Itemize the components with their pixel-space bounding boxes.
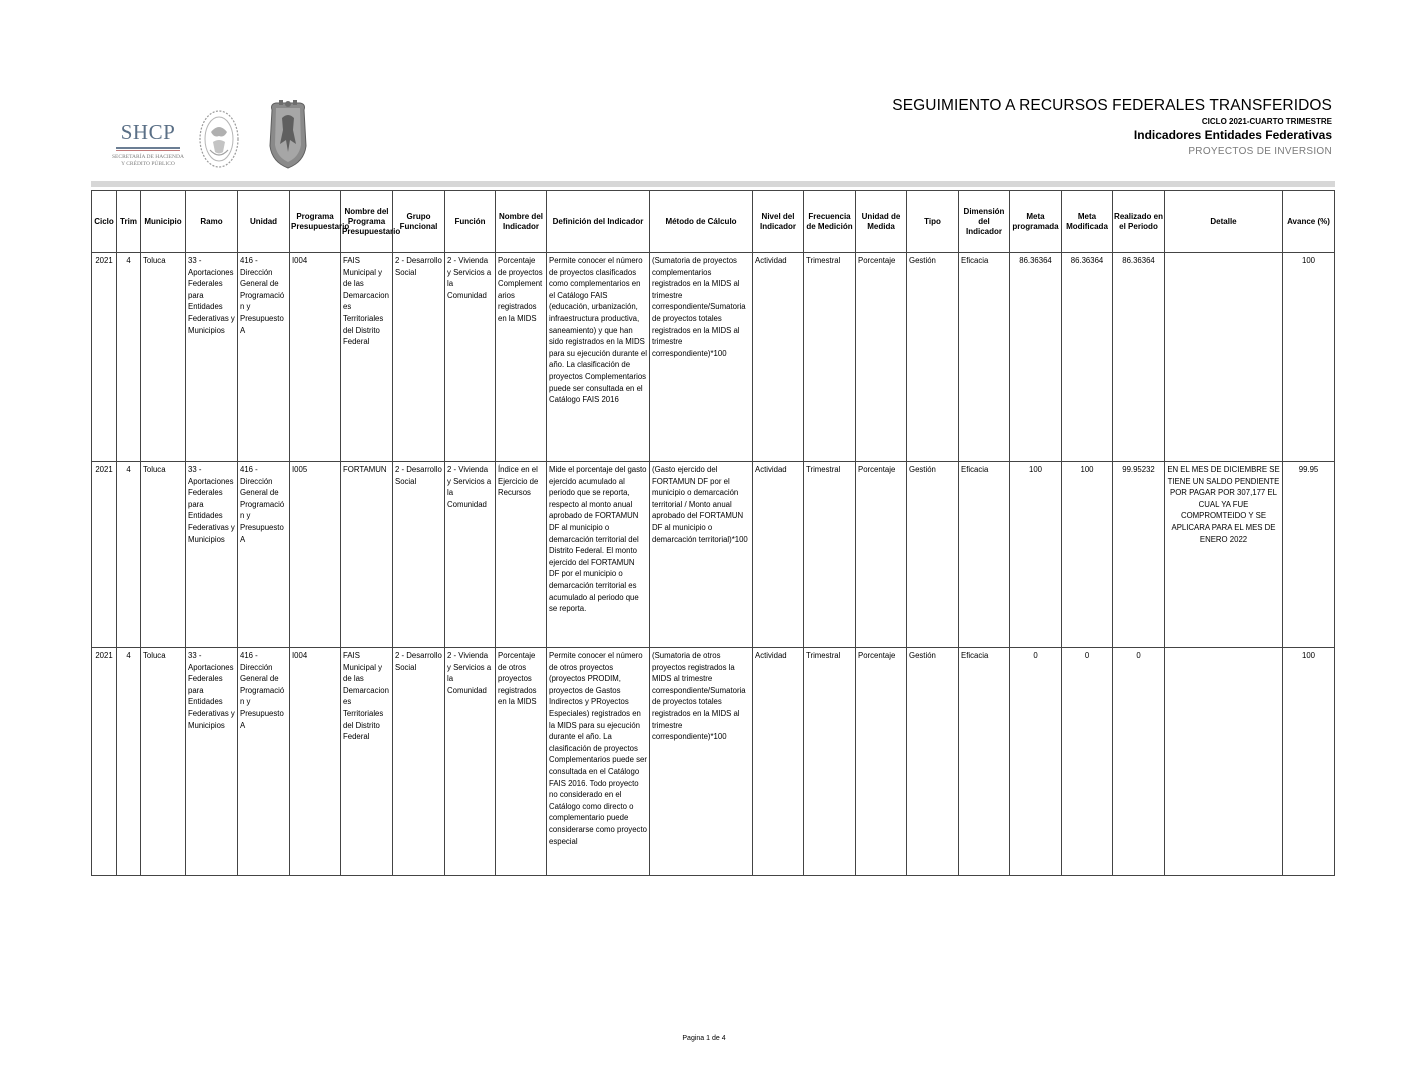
cell-avance: 100 (1283, 253, 1335, 462)
cell-tipo: Gestión (907, 253, 959, 462)
cell-detalle: EN EL MES DE DICIEMBRE SE TIENE UN SALDO PENDIENTE POR PAGAR POR 307,177 EL CUAL YA FUE COMPROMTEIDO Y SE APLICARA PARA EL MES DE ENERO 2022 (1165, 462, 1283, 648)
cell-frecuencia: Trimestral (804, 253, 856, 462)
cell-grupo: 2 - Desarrollo Social (393, 648, 445, 876)
cell-nombre-indicador: Porcentaje de otros proyectos registrados en la MIDS (496, 648, 547, 876)
cell-dimension: Eficacia (959, 253, 1010, 462)
cell-ciclo: 2021 (92, 253, 117, 462)
page-number: Pagina 1 de 4 (682, 1035, 726, 1042)
cell-realizado: 99.95232 (1113, 462, 1165, 648)
col-header-municipio: Municipio (141, 191, 186, 253)
cell-nombre-programa: FORTAMUN (341, 462, 393, 648)
col-header-ramo: Ramo (186, 191, 238, 253)
state-crest-icon (266, 100, 310, 175)
table-header-row (92, 191, 1335, 253)
cell-ramo: 33 - Aportaciones Federales para Entidades Federativas y Municipios (186, 462, 238, 648)
cell-ramo: 33 - Aportaciones Federales para Entidades Federativas y Municipios (186, 253, 238, 462)
cell-nivel: Actividad (753, 253, 804, 462)
cell-meta-modificada: 86.36364 (1062, 253, 1113, 462)
cell-nombre-programa: FAIS Municipal y de las Demarcaciones Territoriales del Distrito Federal (341, 253, 393, 462)
col-header-realizado: Realizado en el Periodo (1113, 191, 1165, 253)
col-header-meta-modificada: Meta Modificada (1062, 191, 1113, 253)
cell-realizado: 0 (1113, 648, 1165, 876)
col-header-unidad-medida: Unidad de Medida (856, 191, 907, 253)
cell-municipio: Toluca (141, 648, 186, 876)
report-cycle: CICLO 2021-CUARTO TRIMESTRE (1201, 117, 1332, 126)
indicators-table (91, 190, 1335, 876)
col-header-metodo: Método de Cálculo (650, 191, 753, 253)
cell-avance: 99.95 (1283, 462, 1335, 648)
col-header-tipo: Tipo (907, 191, 959, 253)
cell-ciclo: 2021 (92, 648, 117, 876)
cell-dimension: Eficacia (959, 648, 1010, 876)
cell-metodo: (Gasto ejercido del FORTAMUN DF por el municipio o demarcación territorial / Monto anual aprobado del FORTAMUN DF al municipio o demarcación territorial)*100 (650, 462, 753, 648)
shcp-divider (116, 147, 180, 149)
cell-detalle (1165, 648, 1283, 876)
cell-unidad: 416 - Dirección General de Programación y Presupuesto A (238, 253, 290, 462)
cell-municipio: Toluca (141, 462, 186, 648)
report-title: SEGUIMIENTO A RECURSOS FEDERALES TRANSFERIDOS (892, 97, 1332, 114)
col-header-grupo: Grupo Funcional (393, 191, 445, 253)
col-header-unidad: Unidad (238, 191, 290, 253)
cell-unidad: 416 - Dirección General de Programación y Presupuesto A (238, 462, 290, 648)
cell-municipio: Toluca (141, 253, 186, 462)
col-header-ciclo: Ciclo (92, 191, 117, 253)
col-header-funcion: Función (445, 191, 496, 253)
national-seal-icon (198, 108, 240, 175)
cell-nivel: Actividad (753, 648, 804, 876)
cell-metodo: (Sumatoria de proyectos complementarios registrados en la MIDS al trimestre correspondiente/Sumatoria de proyectos totales registrados en la MIDS al trimestre correspondiente)*100 (650, 253, 753, 462)
cell-meta-modificada: 100 (1062, 462, 1113, 648)
col-header-dimension: Dimensión del Indicador (959, 191, 1010, 253)
col-header-programa: Programa Presupuestario (290, 191, 341, 253)
shcp-subtitle-2: Y CRÉDITO PÚBLICO (121, 161, 175, 167)
report-header (892, 96, 1332, 159)
cell-nombre-indicador: Porcentaje de proyectos Complementarios registrados en la MIDS (496, 253, 547, 462)
cell-nombre-indicador: Índice en el Ejercicio de Recursos (496, 462, 547, 648)
cell-meta-programada: 0 (1010, 648, 1062, 876)
report-indicators-title: Indicadores Entidades Federativas (1133, 128, 1332, 142)
cell-programa: I004 (290, 648, 341, 876)
col-header-avance: Avance (%) (1283, 191, 1335, 253)
cell-unidad-medida: Porcentaje (856, 648, 907, 876)
table-row (92, 648, 1335, 876)
col-header-frecuencia: Frecuencia de Medición (804, 191, 856, 253)
cell-funcion: 2 - Vivienda y Servicios a la Comunidad (445, 253, 496, 462)
col-header-nombre-programa: Nombre del Programa Presupuestario (341, 191, 393, 253)
cell-programa: I005 (290, 462, 341, 648)
col-header-nombre-indicador: Nombre del Indicador (496, 191, 547, 253)
cell-trim: 4 (117, 648, 141, 876)
cell-frecuencia: Trimestral (804, 648, 856, 876)
cell-grupo: 2 - Desarrollo Social (393, 462, 445, 648)
shcp-wordmark: SHCP (120, 120, 176, 144)
cell-tipo: Gestión (907, 648, 959, 876)
cell-meta-programada: 86.36364 (1010, 253, 1062, 462)
table-row (92, 253, 1335, 462)
table-row (92, 462, 1335, 648)
col-header-trim: Trim (117, 191, 141, 253)
shcp-divider-accent (116, 150, 180, 151)
report-projects-subtitle: PROYECTOS DE INVERSION (1188, 146, 1332, 157)
cell-ramo: 33 - Aportaciones Federales para Entidades Federativas y Municipios (186, 648, 238, 876)
cell-realizado: 86.36364 (1113, 253, 1165, 462)
cell-detalle (1165, 253, 1283, 462)
cell-unidad-medida: Porcentaje (856, 462, 907, 648)
cell-frecuencia: Trimestral (804, 462, 856, 648)
cell-metodo: (Sumatoria de otros proyectos registrados la MIDS al trimestre correspondiente/Sumatoria de proyectos totales registrados en la MIDS al trimestre correspondiente)*100 (650, 648, 753, 876)
cell-definicion: Permite conocer el número de otros proyectos (proyectos PRODIM, proyectos de Gastos Indirectos y PRoyectos Especiales) registrados en la MIDS para su ejecución durante el año. La clasificación de proyectos Complementarios puede ser consultada en el Catálogo FAIS 2016. Todo proyecto no considerado en el Catálogo como directo o complementario puede considerarse como proyecto especial (547, 648, 650, 876)
col-header-meta-programada: Meta programada (1010, 191, 1062, 253)
shcp-logo (112, 120, 184, 168)
cell-meta-modificada: 0 (1062, 648, 1113, 876)
cell-funcion: 2 - Vivienda y Servicios a la Comunidad (445, 648, 496, 876)
cell-funcion: 2 - Vivienda y Servicios a la Comunidad (445, 462, 496, 648)
cell-dimension: Eficacia (959, 462, 1010, 648)
cell-ciclo: 2021 (92, 462, 117, 648)
cell-definicion: Permite conocer el número de proyectos clasificados como complementarios en el Catálogo FAIS (educación, urbanización, infraestructura productiva, saneamiento) y que han sido registrados en la MIDS para su ejecución durante el año. La clasificación de proyectos Complementarios puede ser consultada en el Catálogo FAIS 2016 (547, 253, 650, 462)
cell-unidad: 416 - Dirección General de Programación y Presupuesto A (238, 648, 290, 876)
cell-trim: 4 (117, 253, 141, 462)
cell-definicion: Mide el porcentaje del gasto ejercido acumulado al periodo que se reporta, respecto al monto anual aprobado de FORTAMUN DF al municipio o demarcación territorial del Distrito Federal. El monto ejercido del FORTAMUN DF por el municipio o demarcación territorial es acumulado al periodo que se reporta. (547, 462, 650, 648)
col-header-definicion: Definición del Indicador (547, 191, 650, 253)
cell-avance: 100 (1283, 648, 1335, 876)
cell-tipo: Gestión (907, 462, 959, 648)
shcp-subtitle-1: SECRETARÍA DE HACIENDA (112, 154, 184, 160)
cell-nivel: Actividad (753, 462, 804, 648)
col-header-detalle: Detalle (1165, 191, 1283, 253)
cell-meta-programada: 100 (1010, 462, 1062, 648)
cell-trim: 4 (117, 462, 141, 648)
cell-nombre-programa: FAIS Municipal y de las Demarcaciones Territoriales del Distrito Federal (341, 648, 393, 876)
header-divider-bar (91, 181, 1335, 187)
col-header-nivel: Nivel del Indicador (753, 191, 804, 253)
cell-grupo: 2 - Desarrollo Social (393, 253, 445, 462)
cell-programa: I004 (290, 253, 341, 462)
cell-unidad-medida: Porcentaje (856, 253, 907, 462)
